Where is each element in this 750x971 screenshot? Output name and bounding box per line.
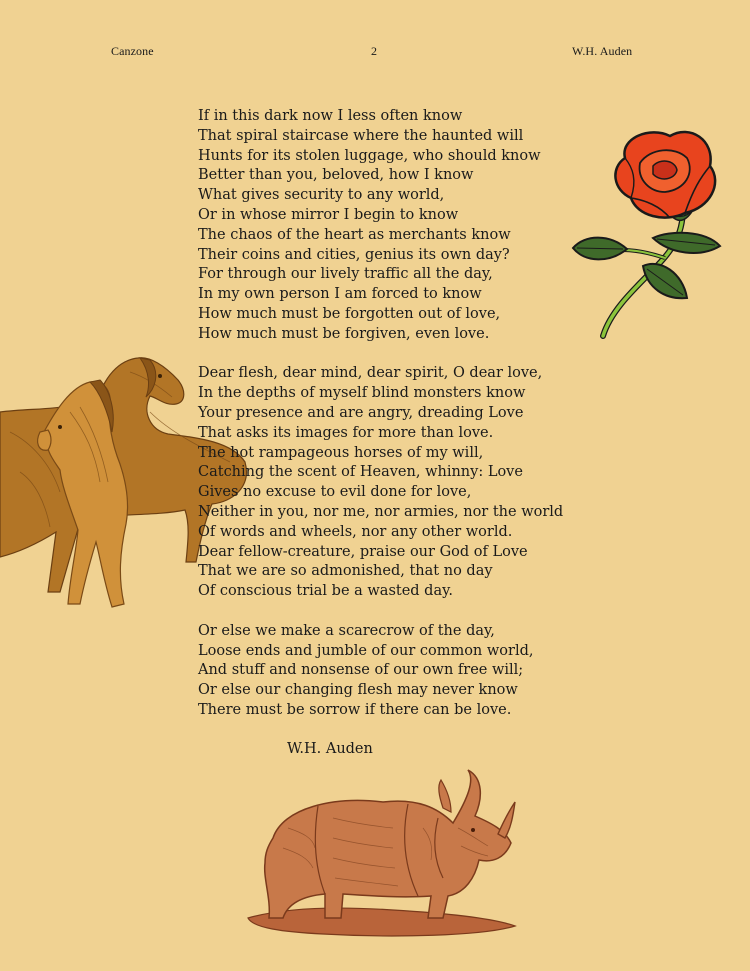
poem-line: That asks its images for more than love. (198, 424, 494, 441)
poem-line: Of conscious trial be a wasted day. (198, 583, 453, 600)
poem-line: Or else we make a scarecrow of the day, (198, 622, 495, 639)
poem-line: That we are so admonished, that no day (198, 563, 493, 580)
poem-line: The chaos of the heart as merchants know (198, 226, 511, 243)
stanza-3 (198, 622, 628, 721)
header-author: W.H. Auden (572, 44, 633, 58)
stanza-1 (198, 107, 628, 345)
poem-line: Or in whose mirror I begin to know (198, 206, 459, 223)
poem-line: If in this dark now I less often know (198, 108, 463, 124)
poem-line: Neither in you, nor me, nor armies, nor the world (198, 503, 564, 520)
page-header (0, 44, 750, 60)
poem-line: Their coins and cities, genius its own day? (198, 246, 510, 263)
poem-line: Your presence and are angry, dreading Love (198, 404, 524, 421)
stanza-2 (198, 364, 628, 602)
poem-line: Dear fellow-creature, praise our God of Love (198, 543, 528, 560)
poem-line: Gives no excuse to evil done for love, (198, 484, 472, 501)
poem-line: That spiral staircase where the haunted will (198, 127, 524, 144)
header-title: Canzone (111, 44, 154, 58)
poem-line: Or else our changing flesh may never know (198, 682, 518, 699)
poem-line: The hot rampageous horses of my will, (198, 444, 484, 461)
poem-line: How much must be forgotten out of love, (198, 305, 501, 322)
rhinoceros-icon (243, 768, 523, 940)
poem-line: Better than you, beloved, how I know (198, 167, 474, 184)
poem-line: Hunts for its stolen luggage, who should know (198, 147, 541, 164)
poem-line: In the depths of myself blind monsters know (198, 385, 526, 402)
poem-line: For through our lively traffic all the day, (198, 266, 493, 283)
poem-line: Dear flesh, dear mind, dear spirit, O dear love, (198, 365, 543, 382)
poem-signature: W.H. Auden (287, 741, 373, 757)
poem-line: And stuff and nonsense of our own free will; (198, 662, 524, 679)
poem-line: Loose ends and jumble of our common world, (198, 642, 534, 659)
poem-body (198, 107, 628, 741)
poem-line: How much must be forgiven, even love. (198, 325, 490, 342)
poem-line: In my own person I am forced to know (198, 286, 482, 303)
poem-line: Catching the scent of Heaven, whinny: Love (198, 464, 523, 481)
poem-line: There must be sorrow if there can be love. (198, 701, 512, 718)
poem-line: Of words and wheels, nor any other world. (198, 523, 513, 540)
header-page-number: 2 (371, 44, 378, 58)
poem-line: What gives security to any world, (198, 187, 445, 204)
